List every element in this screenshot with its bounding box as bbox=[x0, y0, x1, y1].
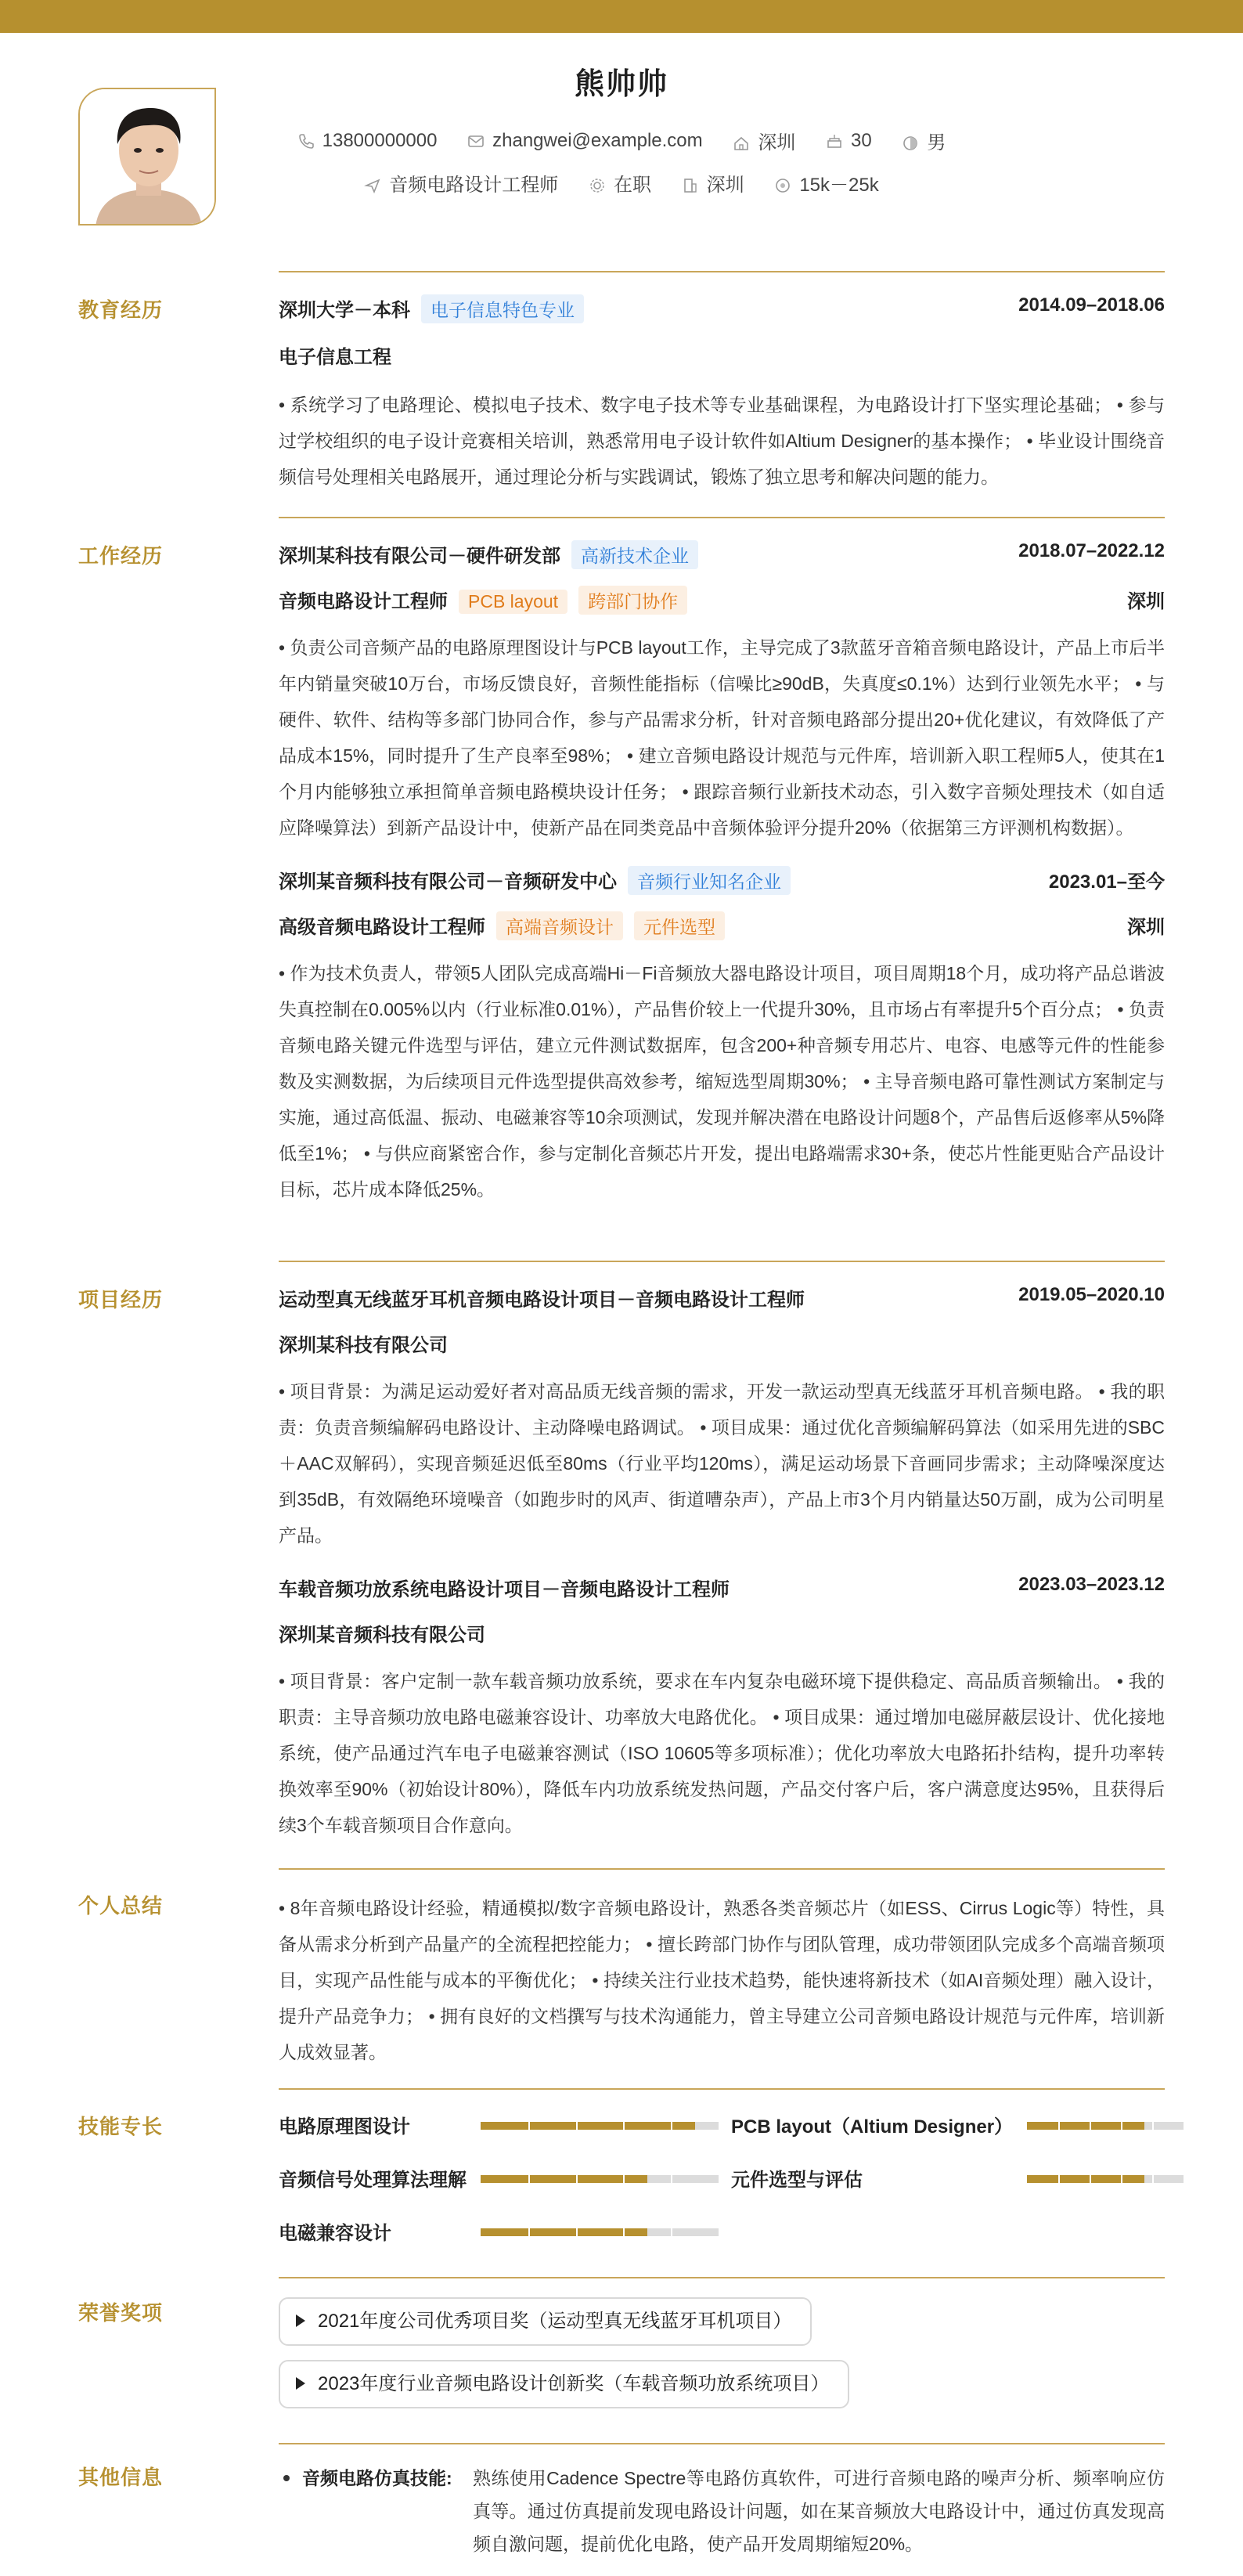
skill-name: 电路原理图设计 bbox=[279, 2116, 410, 2138]
skill-bar bbox=[481, 2175, 719, 2183]
skill-bar-tick bbox=[528, 2175, 530, 2183]
skill-bar-tick bbox=[576, 2228, 578, 2236]
coin-icon bbox=[774, 177, 791, 194]
section-title: 工作经历 bbox=[78, 544, 164, 568]
candidate-name: 熊帅帅 bbox=[574, 68, 668, 101]
age-text: 30 bbox=[850, 129, 872, 151]
project-date: 2023.03–2023.12 bbox=[1018, 1574, 1165, 1595]
major-tag: 电子信息特色专业 bbox=[421, 294, 584, 323]
divider bbox=[279, 1261, 1165, 1262]
age-item bbox=[826, 130, 872, 152]
section-title: 技能专长 bbox=[78, 2115, 164, 2138]
section-title: 个人总结 bbox=[78, 1894, 164, 1918]
skill-bar-tick bbox=[576, 2122, 578, 2130]
email-item bbox=[467, 130, 703, 152]
skill-bar-fill bbox=[481, 2228, 647, 2236]
divider bbox=[279, 1868, 1165, 1870]
skill-bar-fill bbox=[1027, 2122, 1144, 2130]
job-tag: 跨部门协作 bbox=[578, 586, 687, 615]
skill-bar bbox=[481, 2228, 719, 2236]
project-desc: • 项目背景：为满足运动爱好者对高品质无线音频的需求，开发一款运动型真无线蓝牙耳机音频电路。 • 我的职责：负责音频编解码电路设计、主动降噪电路调试。 • 项目成果：通过优化音频编解码算法（如采用先进的SBC＋AAC双解码），实现音频延迟低至80ms（行业平均120ms），满足运动场景下音画同步需求；主动降噪深度达到35dB，有效隔绝环境噪音（如跑步时的风声、街道嘈杂声），产品上市3个月内销量达50万副，成为公司明星产品。 bbox=[279, 1381, 1165, 1546]
job-city: 深圳 bbox=[1127, 917, 1165, 938]
skill-bar-tick bbox=[671, 2228, 672, 2236]
award-text: 2023年度行业音频电路设计创新奖（车载音频功放系统项目） bbox=[318, 2373, 830, 2394]
phone-item bbox=[297, 130, 438, 152]
target-city-item bbox=[682, 169, 744, 197]
gender-item bbox=[902, 127, 946, 154]
company-name: 深圳某科技有限公司－硬件研发部 bbox=[279, 546, 560, 567]
salary-item bbox=[774, 169, 878, 197]
other-label: 音频电路仿真技能: bbox=[302, 2468, 452, 2488]
project-desc: • 项目背景：客户定制一款车载音频功放系统，要求在车内复杂电磁环境下提供稳定、高品质音频输出。 • 我的职责：主导音频功放电路电磁兼容设计、功率放大电路优化。 • 项目成果：通过增加电磁屏蔽层设计、优化接地系统，使产品通过汽车电子电磁兼容测试（ISO 10605等多项标准）；优化功率放大电路拓扑结构，提升功率转换效率至90%（初始设计80%），降低车内功放系统发热问题，产品交付客户后，客户满意度达95%，且获得后续3个车载音频项目合作意向。 bbox=[279, 1671, 1165, 1835]
section-title: 项目经历 bbox=[78, 1288, 164, 1311]
award-text: 2021年度公司优秀项目奖（运动型真无线蓝牙耳机项目） bbox=[318, 2311, 792, 2332]
target-city-text: 深圳 bbox=[706, 175, 744, 196]
divider bbox=[279, 2443, 1165, 2444]
skill-bar-tick bbox=[1090, 2175, 1091, 2183]
status-text: 在职 bbox=[613, 175, 651, 196]
skill-bar-tick bbox=[1152, 2175, 1154, 2183]
job-entry bbox=[279, 866, 1165, 1207]
caret-right-icon bbox=[296, 2314, 305, 2327]
job-city: 深圳 bbox=[1127, 591, 1165, 612]
target-job-item bbox=[364, 169, 558, 197]
skill-bar-tick bbox=[1090, 2122, 1091, 2130]
job-intent-row bbox=[0, 169, 1243, 197]
project-company: 深圳某科技有限公司 bbox=[279, 1335, 448, 1356]
skill-bar-tick bbox=[528, 2122, 530, 2130]
skill-bar-tick bbox=[671, 2122, 672, 2130]
section-title: 教育经历 bbox=[78, 298, 164, 322]
divider bbox=[279, 2277, 1165, 2278]
project-date: 2019.05–2020.10 bbox=[1018, 1284, 1165, 1305]
section-title: 荣誉奖项 bbox=[78, 2301, 164, 2325]
skill-name: 元件选型与评估 bbox=[731, 2170, 863, 2191]
job-position: 音频电路设计工程师 bbox=[279, 591, 448, 612]
status-item bbox=[589, 169, 651, 197]
contact-row bbox=[0, 127, 1243, 154]
skill-name: PCB layout（Altium Designer） bbox=[731, 2116, 1014, 2138]
divider bbox=[279, 517, 1165, 518]
divider bbox=[279, 2088, 1165, 2090]
settings-icon bbox=[589, 177, 606, 194]
phone-text: 13800000000 bbox=[322, 129, 438, 151]
project-company: 深圳某音频科技有限公司 bbox=[279, 1625, 485, 1646]
company-tag: 音频行业知名企业 bbox=[628, 866, 791, 895]
location-text: 深圳 bbox=[758, 132, 796, 153]
skill-bar-tick bbox=[1121, 2175, 1122, 2183]
building-icon bbox=[682, 177, 699, 194]
job-desc: • 负责公司音频产品的电路原理图设计与PCB layout工作，主导完成了3款蓝牙音箱音频电路设计，产品上市后半年内销量突破10万台，市场反馈良好，音频性能指标（信噪比≥90dB，失真度≤0.1%）达到行业领先水平； • 与硬件、软件、结构等多部门协同合作，参与产品需求分析，针对音频电路部分提出20+优化建议，有效降低了产品成本15%，同时提升了生产良率至98%； • 建立音频电路设计规范与元件库，培训新入职工程师5人，使其在1个月内能够独立承担简单音频电路模块设计任务； • 跟踪音频行业新技术动态，引入数字音频处理技术（如自适应降噪算法）到新产品设计中，使新产品在同类竞品中音频体验评分提升20%（依据第三方评测机构数据）。 bbox=[279, 637, 1165, 838]
education-date: 2014.09–2018.06 bbox=[1018, 294, 1165, 316]
skill-bar-tick bbox=[623, 2175, 625, 2183]
company-tag: 高新技术企业 bbox=[571, 540, 698, 569]
skill-bar bbox=[1027, 2175, 1184, 2183]
job-desc: • 作为技术负责人，带领5人团队完成高端Hi－Fi音频放大器电路设计项目，项目周期18个月，成功将产品总谐波失真控制在0.005%以内（行业标准0.01%），产品售价较上一代提升30%，且市场占有率提升5个百分点； • 负责音频电路关键元件选型与评估，建立元件测试数据库，包含200+种音频专用芯片、电容、电感等元件的性能参数及实测数据，为后续项目元件选型提供高效参考，缩短选型周期30%； • 主导音频电路可靠性测试方案制定与实施，通过高低温、振动、电磁兼容等10余项测试，发现并解决潜在电路设计问题8个，产品售后返修率从5%降低至1%； • 与供应商紧密合作，参与定制化音频芯片开发，提出电路端需求30+条，使芯片性能更贴合产品设计目标，芯片成本降低25%。 bbox=[279, 963, 1165, 1200]
award-item[interactable] bbox=[279, 2297, 812, 2346]
project-name: 车载音频功放系统电路设计项目－音频电路设计工程师 bbox=[279, 1579, 730, 1600]
cake-icon bbox=[826, 132, 843, 150]
skill-bar bbox=[1027, 2122, 1184, 2130]
section-title: 其他信息 bbox=[78, 2466, 164, 2489]
skill-bar-tick bbox=[623, 2228, 625, 2236]
email-text: zhangwei@example.com bbox=[492, 129, 703, 151]
caret-right-icon bbox=[296, 2377, 305, 2390]
school-name: 深圳大学－本科 bbox=[279, 300, 410, 321]
skill-bar-fill bbox=[481, 2175, 647, 2183]
skill-bar-fill bbox=[481, 2122, 695, 2130]
location-item bbox=[733, 127, 795, 154]
job-date: 2023.01–至今 bbox=[1048, 871, 1165, 893]
major-name: 电子信息工程 bbox=[279, 347, 391, 368]
job-position: 高级音频电路设计工程师 bbox=[279, 917, 485, 938]
skill-bar-tick bbox=[1121, 2122, 1122, 2130]
skill-bar-tick bbox=[1058, 2122, 1060, 2130]
skill-bar-tick bbox=[1152, 2122, 1154, 2130]
skill-bar-tick bbox=[528, 2228, 530, 2236]
send-icon bbox=[364, 177, 381, 194]
job-entry bbox=[279, 540, 1165, 846]
job-tag: PCB layout bbox=[459, 590, 567, 614]
avatar-photo bbox=[80, 89, 216, 225]
top-accent-bar bbox=[0, 0, 1243, 33]
job-tag: 元件选型 bbox=[634, 911, 725, 940]
target-job-text: 音频电路设计工程师 bbox=[389, 175, 559, 196]
email-icon bbox=[467, 132, 485, 150]
salary-text: 15k－25k bbox=[799, 175, 879, 196]
skill-bar-tick bbox=[576, 2175, 578, 2183]
gender-text: 男 bbox=[927, 132, 946, 153]
skill-bar-tick bbox=[1058, 2175, 1060, 2183]
project-name: 运动型真无线蓝牙耳机音频电路设计项目－音频电路设计工程师 bbox=[279, 1290, 805, 1311]
summary-desc: • 8年音频电路设计经验，精通模拟/数字音频电路设计，熟悉各类音频芯片（如ESS、Cirrus Logic等）特性，具备从需求分析到产品量产的全流程把控能力； • 擅长跨部门协作与团队管理，成功带领团队完成多个高端音频项目，实现产品性能与成本的平衡优化； • 持续关注行业技术趋势，能快速将新技术（如AI音频处理）融入设计，提升产品竞争力； • 拥有良好的文档撰写与技术沟通能力，曾主导建立公司音频电路设计规范与元件库，培训新人成效显著。 bbox=[279, 1898, 1165, 2062]
gender-icon bbox=[902, 135, 919, 152]
skill-bar-fill bbox=[1027, 2175, 1144, 2183]
phone-icon bbox=[297, 132, 315, 150]
other-value: 熟练使用Cadence Spectre等电路仿真软件，可进行音频电路的噪声分析、频率响应仿真等。通过仿真提前发现电路设计问题，如在某音频放大电路设计中，通过仿真发现高频自激问题，提前优化电路，使产品开发周期缩短20%。 bbox=[473, 2468, 1165, 2554]
bullet-icon bbox=[283, 2475, 290, 2481]
job-tag: 高端音频设计 bbox=[496, 911, 623, 940]
divider bbox=[279, 271, 1165, 272]
company-name: 深圳某音频科技有限公司－音频研发中心 bbox=[279, 871, 617, 893]
project-entry bbox=[279, 1574, 1165, 1843]
job-date: 2018.07–2022.12 bbox=[1018, 540, 1165, 561]
skill-bar-tick bbox=[671, 2175, 672, 2183]
skill-name: 电磁兼容设计 bbox=[279, 2223, 391, 2244]
award-item[interactable] bbox=[279, 2360, 849, 2408]
avatar bbox=[78, 88, 216, 225]
project-entry bbox=[279, 1284, 1165, 1553]
skill-bar-tick bbox=[623, 2122, 625, 2130]
home-icon bbox=[733, 135, 750, 152]
skill-name: 音频信号处理算法理解 bbox=[279, 2170, 467, 2191]
education-desc: • 系统学习了电路理论、模拟电子技术、数字电子技术等专业基础课程，为电路设计打下坚实理论基础； • 参与过学校组织的电子设计竞赛相关培训，熟悉常用电子设计软件如Altium Designer的基本操作； • 毕业设计围绕音频信号处理相关电路展开，通过理论分析与实践调试，锻炼了独立思考和解决问题的能力。 bbox=[279, 395, 1165, 487]
skill-bar bbox=[481, 2122, 719, 2130]
